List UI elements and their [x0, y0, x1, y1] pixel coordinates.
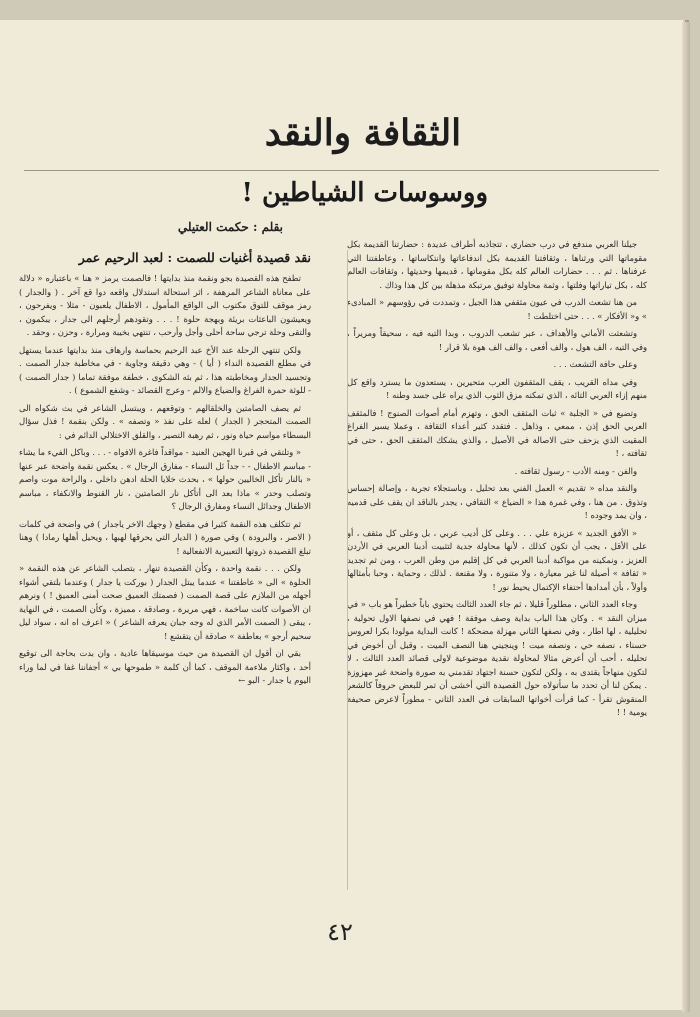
- paragraph: جيلنا العربي مندفع في درب حضاري ، تتجاذبه أطراف عديدة : حضارتنا القديمة بكل مقوماتها التي ورثناها ، وثقافتنا القديمة بكل اندفاعاتها وانتكاساتها ، وعاطفتنا التي عرفناها . ثم . . . حضارات العالم كله بكل مقوماتها ، قديمها وحديثها ، وثقافات العالم كله ، بكل تياراتها وفلتها ، وثمة محاولة توفيق مرتبكة مذهلة بين كل هذا وذاك .: [347, 239, 647, 290]
- article-title: ووسوسات الشياطين !: [241, 178, 488, 208]
- paragraph: تطفح هذه القصيدة بجو ونقمة منذ بدايتها ! فالصمت يرمز « هنا » باعتباره « دلالة على معاناة الشاعر المرهفة ، اثر استحالة استدلال واقعه دوا قع آخر . ( والجدار ) رمز موقف للتوق مكتوب الى الواقع المأمول ، الاطفال يلعبون - مثلا - ويفرحون ، ويعيشون الباعثات بريئة وبهجة حلوة ! . . . وتقودهم أرجلهم الى جدار ، يبكمون ، والتقى وحلة ترجي ساحة أحلى وأجل وأرحب ، تنتهي بخيبة ومرارة ، وحزن ، وحقد .: [19, 273, 311, 337]
- page-number: ٤٢: [327, 918, 353, 946]
- left-column: [19, 272, 311, 910]
- paragraph: ولكن تنتهي الرحلة عند الأخ عبد الرحيم بحماسة وارهاف منذ بدايتها عندما يستهل في مطلع القصيدة النداء ( أيا ) - وهي دقيقة وجاوية - في مخاطبة جدار الصمت . وتجسيد الجدار ومخاطبته هذا ، ثم بثه الشكوى ، خطفة موفقة تماما ( جدار الصمت ) - للوثة حمرة الفراغ والضياع والالم - وعرج القصائد - وشفع الشموع ) .: [19, 344, 311, 395]
- paragraph: وعلى حافة التشعث . . .: [553, 359, 637, 369]
- paragraph: « وتلتقي في قبرنا الهجين العنيد - مواقداً فاغرة الافواه - . . . وباكل الفيء ما يشاء - مباسم الاطفال - - جداً ئل النساء - مفارق الرجال » . يعكس نقمة واضحة عبر عنها « بالنار تأكل الخاليين حولها » ، بحدث خلايا الحلة ادهن داخلي ، والراحة موت واصم وتصلب وحدر » ماذا بعد الى أتأكل نار الصامتين ، نار القنوط والانكفاء ، مباسم الاطفال وجدائل النساء ومفارق الرجال ؟: [19, 447, 311, 511]
- paragraph: ثم يصف الصامتين والخلقالهم - وتوقعهم ، ويبتسل الشاعر في بث شكواه الى الصمت المتحجر ( الجدار ) لعله على نفذ « وتصفه » . ولكن بنقمة ! فذل سؤال البسطاء مواسم حياة ونور ، ثم رهبة التصير ، والقلق الاختلالي الدائم في :: [19, 402, 311, 440]
- byline: بقلم : حكمت العتيلي: [177, 220, 283, 234]
- paragraph: « الأفق الجديد » عزيزة علي . . . وعلى كل أديب عربي ، بل وعلى كل مثقف ، أو على الأقل ، يجب أن تكون كذلك ، لأنها محاولة جدية لتثبيت أدبنا العربي في الأردن العزيز ، ونمكينه من مواكبة أدبنا العربي في كل إقليم من وطن العرب ، ومن ثم تجديد « ثقافة » أصيلة لنا غير معيارة ، ولا متنورة ، ولا مقنعة . لذلك ، وحماية ، وحبا بأمثالها وأولاً ، بأن أمدادها أحتفاء الإكتمال يحيط نور !: [347, 527, 647, 592]
- paragraph: وجاء العدد الثاني ، مطلوراً قليلا ، ثم جاء العدد الثالث يحتوي باباً خطيراً هو باب « في ميزان النقد » . وكان هذا الباب بداية وصف موفقة ! فهي في نصفها الاول تحولية ، تحليلية ، لها اطار ، وفي نصفها الثاني مهزلة مضحكة ! كانت البداية مولودا بكرا لعروس حسناء ، نصفه حي ، ونصفه ميت ! وينجيني هنا النصف الميت ، وقبل أن أخوض في تحليله ، أحب أن أعرض مثالا لمحاولة نقدية موضوعية لاولى قصائد العدد الثالث ، لا لتكون منهاجاً يقتدى به ، ولكن لتكون حسنة اجتهاد تقدمني به صورة واضحة غير مهزوزة . يمكن لنا أن تحدد ما سأتولاه حول القصيدة التي أخشى أن تمر للبعض حروفاً كالشعر المنقوش تقرأ - كما قرأت أخواتها السابقات في العدد الثاني - مطوراً لاعرض صحيفة يومية ! !: [347, 599, 647, 717]
- right-column: [347, 238, 647, 933]
- paragraph: وفي مداه القريب ، يقف المثقفون العرب متحيرين ، يستعدون ما يسترد واقع كل منهم إزاء العربي التائه ، الذي تمكنه مزق الثوب الذي يراه على جسد وطنه !: [347, 376, 647, 400]
- section-title: الثقافة والنقد: [264, 112, 462, 154]
- title-divider: [24, 170, 659, 171]
- paragraph: وتشعثت الأماني والأهداف ، عبر تشعب الدروب ، وبدا التيه فيه ، سحيقاً ومريراً ، وفي التيه ، الف هول ، والف أفعى ، والف الف هوة بلا قرار !: [347, 328, 647, 352]
- paragraph: وتضيع في « الجلبة » ثبات المثقف الحق ، وتهزم أمام أصوات الصنوج ! فالمثقف العربي الحق إذن ، ممعي ، وذاهل . فتقدد كثير أعداء الثقافة ، وعملا يسير الفراغ المقيت الذي يزحف حتى الاصالة في الأصيل ، والذي يشكك المثقف الحق ، حتى في ثقافته ، !: [347, 407, 647, 458]
- paragraph: بقي ان أقول ان القصيدة من حيث موسيقاها عادية ، وان بدت بحاجة الى توقيع أحد ، واكثار ملاءمة الموقف ، كما أن كلمة « طموحها بي » أجفاننا غفا في لما وراء اليوم يا جدار - البو ←: [19, 648, 311, 685]
- paragraph: ولكن . . . نقمة واحدة ، وكأن القصيدة تنهار ، بتصلب الشاعر عن هذه النقمة « الحلوة » الى « عاطفتنا » عندما يبتل الجدار ( بوركت يا جدار ) وعندما بلتقي أشواء أجهله من الملازم على قصة الصمت ( فصمتك العميق صحت أمنى العميق ! ) ونرهم ان الأصوات كانت ساخمة ، فهي مريرة ، وصادقة ، مميزة ، وكأن الصمت ، في النهاية ، يبقى ( الصمت الأمر الذي له وجه جبان يعرفه الشاعر ) « اعرف اه انه ، سواد ليل سحيم أرجو » بعاطفة » صادقة أن يتقشع !: [19, 563, 311, 641]
- column-divider: [347, 250, 348, 890]
- magazine-page: [0, 20, 683, 1010]
- paragraph: والفن - ومنه الأدب - رسول ثقافته .: [514, 465, 637, 476]
- paragraph: ثم تتكلف هذه النقمة كثيرا في مقطع ( وجهك الاخر ياجدار ) في واضحة في كلمات ( الاصر ، والبرودة ) وفي صورة ( الديار التي يحرقها لهبها ، ويحيل أهلها رمادا ) وهنا تبلغ القصيدة ذروتها التعبيرية الانفعالية !: [19, 518, 311, 556]
- paragraph: من هنا تشعث الدرب في عيون مثقفي هذا الجيل ، وتمددت في رؤوسهم « المبادىء » و« الأفكار » . . . حتى اختلطت !: [347, 297, 647, 321]
- sub-heading: نقد قصيدة أغنيات للصمت : لعبد الرحيم عمر: [78, 250, 311, 265]
- paragraph: والنقد مداه « تقديم » العمل الفني بعد تحليل ، وباستجلاء تجربة ، وإصالة إحساس وتذوق . من هنا ، وفي غمرة هذا « الضياع » الثقافي ، يجدر بالناقد ان يقف على قدميه ، وان يمد وجوده !: [347, 483, 647, 520]
- page-edge: [682, 22, 690, 1012]
